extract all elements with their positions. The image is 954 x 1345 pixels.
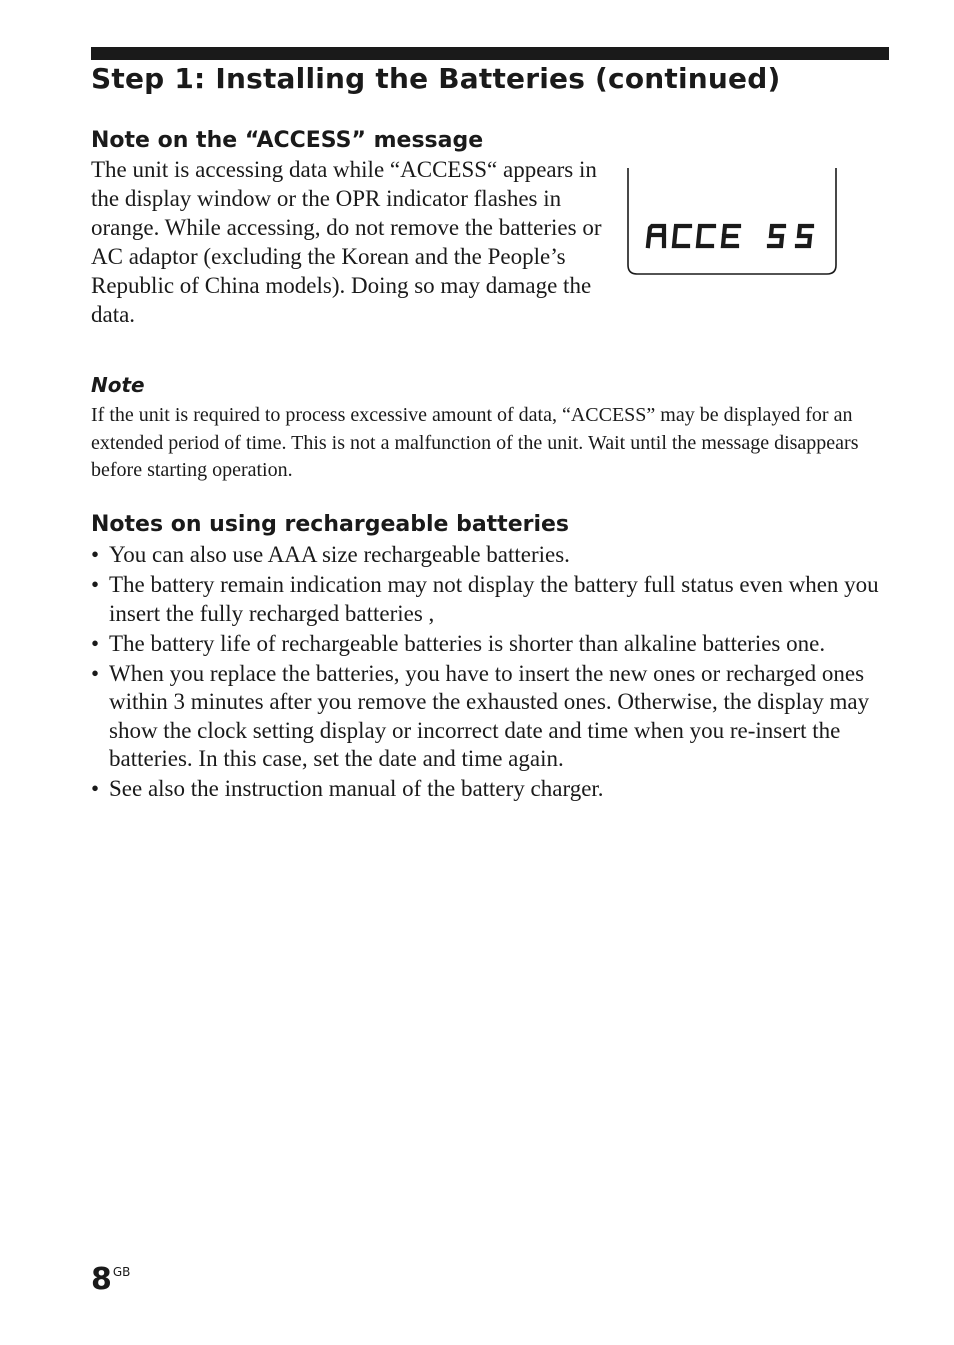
page-number-suffix: GB — [112, 1265, 131, 1279]
rechargeable-list — [91, 541, 891, 805]
list-item-text: You can also use AAA size rechargeable batteries. — [109, 542, 570, 567]
bullet-icon: • — [91, 776, 100, 801]
access-display-illustration — [626, 168, 838, 275]
access-heading: Note on the “ACCESS” message — [91, 128, 484, 153]
list-item — [91, 630, 891, 659]
list-item — [91, 571, 891, 628]
note-label: Note — [91, 373, 145, 397]
access-paragraph: The unit is accessing data while “ACCESS“ appears in the display window or the OPR indicator flashes in orange. While accessing, do not remove the batteries or AC adaptor (excluding the Korean and the People’s Republic of China models). Doing so may damage the data. — [91, 157, 602, 327]
note-paragraph: If the unit is required to process excessive amount of data, “ACCESS” may be displayed for an extended period of time. This is not a malfunction of the unit. Wait until the message disappears before starting operation. — [91, 404, 859, 481]
page-number — [91, 1262, 130, 1297]
list-item — [91, 660, 891, 774]
list-item — [91, 541, 891, 570]
list-item-text: The battery remain indication may not display the battery full status even when you insert the fully recharged batteries , — [109, 572, 879, 626]
rechargeable-heading: Notes on using rechargeable batteries — [91, 512, 570, 537]
title-rule — [91, 47, 889, 60]
list-item — [91, 775, 891, 804]
segment-text — [648, 226, 812, 246]
list-item-text: When you replace the batteries, you have to insert the new ones or recharged ones within 3 minutes after you remove the exhausted ones. Otherwise, the display may show the clock setting display or incorrect date and time when you re-insert the batteries. In this case, set the date and time again. — [109, 660, 870, 771]
list-item-text: The battery life of rechargeable batteries is shorter than alkaline batteries one. — [109, 630, 826, 656]
bullet-icon: • — [91, 630, 100, 656]
bullet-icon: • — [91, 542, 100, 567]
page-title: Step 1: Installing the Batteries (continued) — [91, 62, 781, 95]
list-item-text: See also the instruction manual of the battery charger. — [109, 776, 604, 801]
bullet-icon: • — [91, 660, 100, 686]
page-number-value: 8 — [91, 1262, 112, 1297]
bullet-icon: • — [91, 572, 100, 597]
